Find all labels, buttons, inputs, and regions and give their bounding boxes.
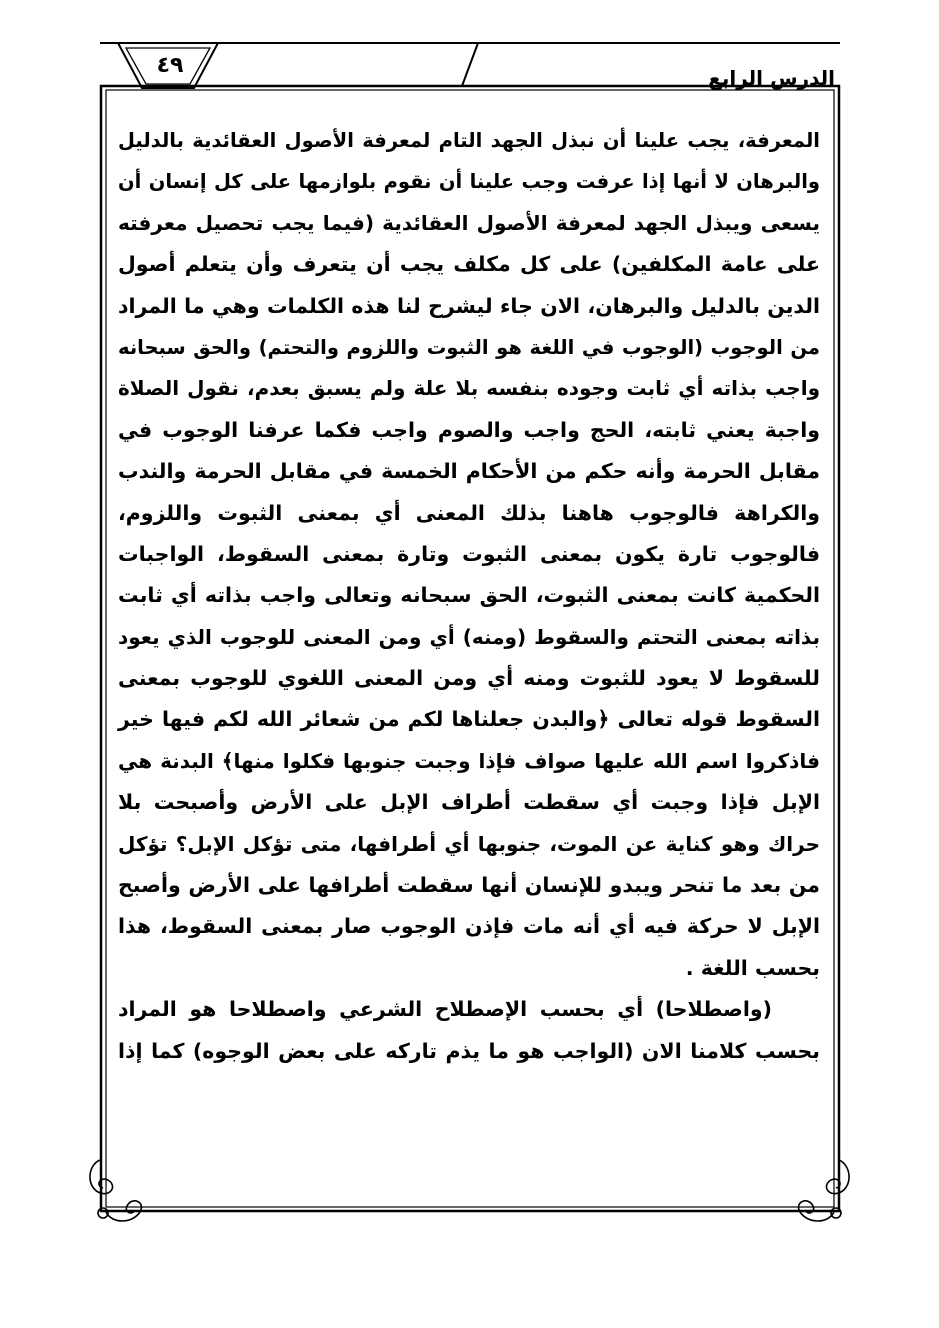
text-line: والبرهان لا أنها إذا عرفت وجب علينا أن نقوم بلوازمها على كل إنسان أن [118,170,820,194]
text-line: يسعى ويبذل الجهد لمعرفة الأصول العقائدية (فيما يجب تحصيل معرفته [118,210,820,235]
text-line: واجب بذاته أي ثابت وجوده بنفسه بلا علة ولم يسبق بعدم، نقول الصلاة [118,376,820,401]
running-title-notch [462,43,478,86]
text-line: والكراهة فالوجوب هاهنا بذلك المعنى أي بمعنى الثبوت واللزوم، [118,500,820,525]
quran-verse-line: فاذكروا اسم الله عليها صواف فإذا وجبت جنوبها فكلوا منها﴾ البدنة هي [118,748,820,773]
text-line: الحكمية كانت بمعنى الثبوت، الحق سبحانه وتعالى واجب بذاته أي ثابت [118,583,820,608]
page-number: ٤٩ [156,53,184,78]
paragraph-end-line: بحسب اللغة . [685,955,820,980]
text-line: حراك وهو كناية عن الموت، جنوبها أي أطرافها، متى تؤكل الإبل؟ تؤكل [118,831,820,856]
text-line: فالوجوب تارة يكون بمعنى الثبوت وتارة بمعنى السقوط، الواجبات [118,541,820,566]
text-line: واجبة يعني ثابته، الحج واجب والصوم واجب فكما عرفنا الوجوب في [118,417,820,442]
text-line: الإبل فإذا وجبت أي سقطت أطراف الإبل على الأرض وأصبحت بلا [118,790,820,815]
text-line: على عامة المكلفين) على كل مكلف يجب أن يتعرف وأن يتعلم أصول [118,252,820,277]
text-line: المعرفة، يجب علينا أن نبذل الجهد التام لمعرفة الأصول العقائدية بالدليل [118,129,820,152]
running-title: الدرس الرابع [708,66,835,90]
text-line: من الوجوب (الوجوب في اللغة هو الثبوت واللزوم والتحتم) والحق سبحانه [118,335,820,359]
text-line: الدين بالدليل والبرهان، الان جاء ليشرح لنا هذه الكلمات وهي ما المراد [118,293,820,318]
text-line: للسقوط لا يعود للثبوت ومنه أي ومن المعنى اللغوي للوجوب بمعنى [118,666,820,691]
body-text [118,120,820,1072]
text-line: مقابل الحرمة وأنه حكم من الأحكام الخمسة في مقابل الحرمة والندب [118,459,820,484]
text-line: بذاته بمعنى التحتم والسقوط (ومنه) أي ومن المعنى للوجوب الذي يعود [118,624,820,649]
text-line: بحسب كلامنا الان (الواجب هو ما يذم تاركه على بعض الوجوه) كما إذا [118,1038,820,1063]
paragraph-start-line: (واصطلاحا) أي بحسب الإصطلاح الشرعي واصطلاحا هو المراد [118,997,772,1022]
text-line: من بعد ما تنحر ويبدو للإنسان أنها سقطت أطرافها على الأرض وأصبح [118,873,820,898]
quran-verse-line: السقوط قوله تعالى ﴿والبدن جعلناها لكم من شعائر الله لكم فيها خير [118,707,820,732]
text-line: الإبل لا حركة فيه أي أنه مات فإذن الوجوب صار بمعنى السقوط، هذا [118,914,820,939]
